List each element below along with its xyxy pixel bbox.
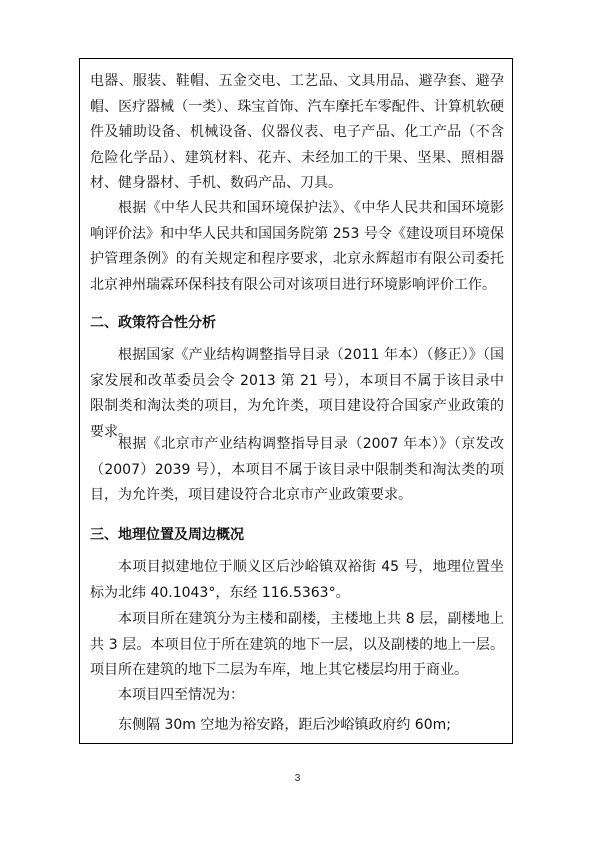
paragraph-surroundings-intro: 本项目四至情况为： <box>118 687 244 703</box>
paragraph-business-scope: 电器、服装、鞋帽、五金交电、工艺品、文具用品、避孕套、避孕帽、医疗器械（一类）、珠宝首饰、汽车摩托车零配件、计算机软硬件及辅助设备、机械设备、仪器仪表、电子产品、化工产品（不含危险化学品）、建筑材料、花卉、未经加工的干果、坚果、照相器材、健身器材、手机、数码产品、刀具。 <box>90 73 504 191</box>
paragraph-legal-basis: 根据《中华人民共和国环境保护法》、《中华人民共和国环境影响评价法》和中华人民共和国国务院第 253 号令《建设项目环境保护管理条例》的有关规定和程序要求，北京永辉超市有限公司委托北京神州瑞霖环保科技有限公司对该项目进行环境影响评价工作。 <box>90 200 504 293</box>
paragraph-national-policy: 根据国家《产业结构调整指导目录（2011 年本）（修正）》（国家发展和改革委员会令 2013 第 21 号），本项目不属于该目录中限制类和淘汰类的项目，为允许类，项目建设符合国家产业政策的要求。 <box>90 347 504 440</box>
page-number: 3 <box>294 773 301 784</box>
section-heading-location: 三、地理位置及周边概况 <box>90 527 244 543</box>
paragraph-location: 本项目拟建地位于顺义区后沙峪镇双裕街 45 号，地理位置坐标为北纬 40.1043°，东经 116.5363°。 <box>90 559 504 601</box>
content-frame <box>79 58 513 744</box>
paragraph-east-side: 东侧隔 30m 空地为裕安路，距后沙峪镇政府约 60m; <box>118 717 451 733</box>
section-heading-policy: 二、政策符合性分析 <box>90 315 216 331</box>
paragraph-building: 本项目所在建筑分为主楼和副楼，主楼地上共 8 层，副楼地上共 3 层。本项目位于所在建筑的地下一层，以及副楼的地上一层。项目所在建筑的地下二层为车库，地上其它楼层均用于商业。 <box>90 611 504 678</box>
paragraph-beijing-policy: 根据《北京市产业结构调整指导目录（2007 年本）》（京发改（2007）2039 号），本项目不属于该目录中限制类和淘汰类的项目，为允许类，项目建设符合北京市产业政策要求。 <box>90 436 504 503</box>
